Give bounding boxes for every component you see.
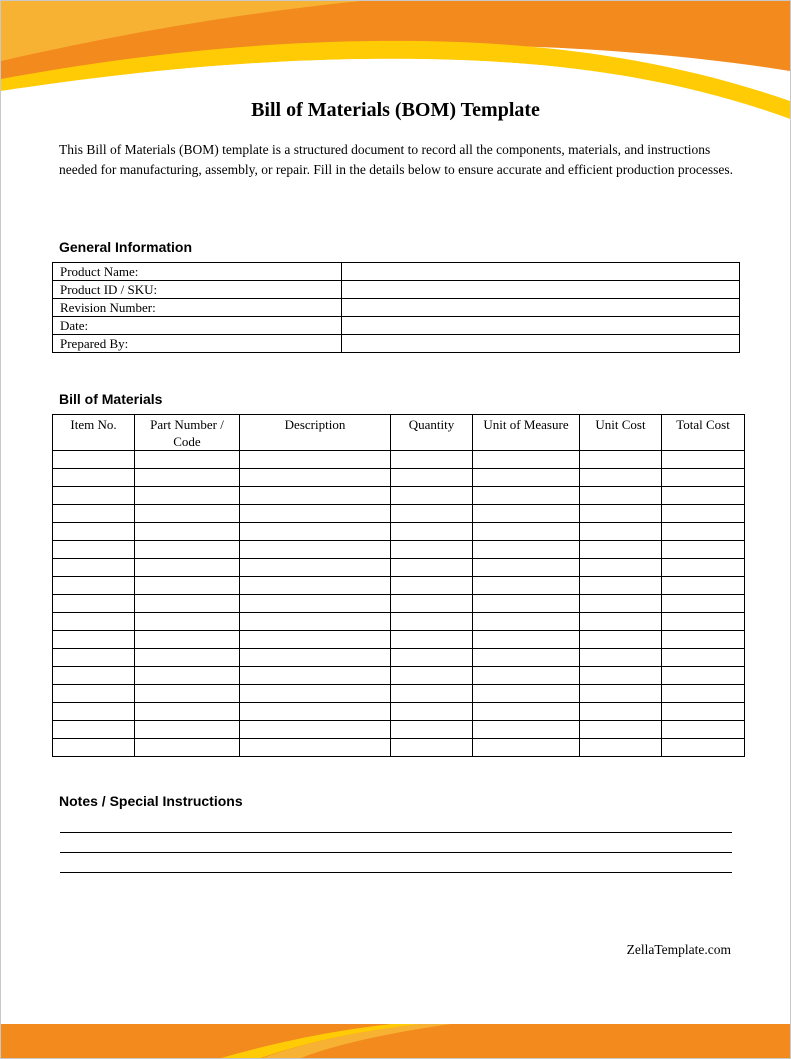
field-label-prepared-by: Prepared By: [53, 335, 342, 353]
cell-unit-cost[interactable] [580, 613, 662, 631]
cell-quantity[interactable] [391, 721, 473, 739]
cell-unit-cost[interactable] [580, 541, 662, 559]
table-row [53, 721, 745, 739]
field-label-revision-number: Revision Number: [53, 299, 342, 317]
cell-part-number[interactable] [135, 541, 240, 559]
field-value-date[interactable] [342, 317, 740, 335]
cell-quantity[interactable] [391, 685, 473, 703]
footer-wave-decoration [1, 1024, 790, 1058]
table-row [53, 469, 745, 487]
cell-description[interactable] [240, 577, 391, 595]
cell-total-cost[interactable] [662, 703, 745, 721]
cell-unit-cost[interactable] [580, 685, 662, 703]
cell-quantity[interactable] [391, 505, 473, 523]
cell-description[interactable] [240, 541, 391, 559]
bill-of-materials-heading: Bill of Materials [59, 391, 163, 407]
cell-unit-of-measure[interactable] [473, 739, 580, 757]
cell-quantity[interactable] [391, 523, 473, 541]
cell-total-cost[interactable] [662, 577, 745, 595]
cell-item-no[interactable] [53, 451, 135, 469]
cell-item-no[interactable] [53, 541, 135, 559]
cell-unit-of-measure[interactable] [473, 613, 580, 631]
field-value-revision-number[interactable] [342, 299, 740, 317]
cell-item-no[interactable] [53, 685, 135, 703]
cell-quantity[interactable] [391, 703, 473, 721]
cell-unit-of-measure[interactable] [473, 487, 580, 505]
cell-unit-cost[interactable] [580, 667, 662, 685]
cell-item-no[interactable] [53, 595, 135, 613]
cell-unit-cost[interactable] [580, 451, 662, 469]
cell-description[interactable] [240, 451, 391, 469]
field-value-product-name[interactable] [342, 263, 740, 281]
cell-item-no[interactable] [53, 505, 135, 523]
cell-item-no[interactable] [53, 721, 135, 739]
cell-quantity[interactable] [391, 577, 473, 595]
cell-description[interactable] [240, 469, 391, 487]
cell-unit-cost[interactable] [580, 649, 662, 667]
table-row [53, 667, 745, 685]
table-row [53, 281, 740, 299]
cell-part-number[interactable] [135, 451, 240, 469]
table-row [53, 487, 745, 505]
cell-total-cost[interactable] [662, 667, 745, 685]
cell-part-number[interactable] [135, 523, 240, 541]
cell-unit-of-measure[interactable] [473, 631, 580, 649]
cell-quantity[interactable] [391, 541, 473, 559]
table-row [53, 577, 745, 595]
table-row [53, 299, 740, 317]
cell-part-number[interactable] [135, 613, 240, 631]
cell-total-cost[interactable] [662, 739, 745, 757]
cell-quantity[interactable] [391, 559, 473, 577]
cell-unit-cost[interactable] [580, 487, 662, 505]
cell-description[interactable] [240, 505, 391, 523]
cell-unit-cost[interactable] [580, 505, 662, 523]
column-header-quantity: Quantity [391, 415, 473, 451]
cell-total-cost[interactable] [662, 523, 745, 541]
cell-item-no[interactable] [53, 631, 135, 649]
cell-item-no[interactable] [53, 469, 135, 487]
table-row [53, 335, 740, 353]
cell-item-no[interactable] [53, 667, 135, 685]
field-label-date: Date: [53, 317, 342, 335]
cell-unit-cost[interactable] [580, 721, 662, 739]
cell-item-no[interactable] [53, 739, 135, 757]
cell-total-cost[interactable] [662, 631, 745, 649]
cell-unit-cost[interactable] [580, 631, 662, 649]
cell-unit-of-measure[interactable] [473, 721, 580, 739]
cell-description[interactable] [240, 739, 391, 757]
column-header-unit-of-measure: Unit of Measure [473, 415, 580, 451]
cell-part-number[interactable] [135, 595, 240, 613]
cell-description[interactable] [240, 631, 391, 649]
cell-unit-cost[interactable] [580, 703, 662, 721]
cell-unit-cost[interactable] [580, 559, 662, 577]
cell-total-cost[interactable] [662, 595, 745, 613]
cell-total-cost[interactable] [662, 649, 745, 667]
cell-unit-cost[interactable] [580, 469, 662, 487]
cell-quantity[interactable] [391, 613, 473, 631]
cell-unit-of-measure[interactable] [473, 559, 580, 577]
cell-unit-of-measure[interactable] [473, 469, 580, 487]
cell-total-cost[interactable] [662, 487, 745, 505]
table-row [53, 703, 745, 721]
cell-total-cost[interactable] [662, 721, 745, 739]
cell-total-cost[interactable] [662, 541, 745, 559]
cell-quantity[interactable] [391, 469, 473, 487]
cell-quantity[interactable] [391, 649, 473, 667]
table-row [53, 559, 745, 577]
table-row [53, 739, 745, 757]
cell-item-no[interactable] [53, 703, 135, 721]
footer-brand: ZellaTemplate.com [626, 942, 731, 957]
cell-unit-of-measure[interactable] [473, 541, 580, 559]
cell-part-number[interactable] [135, 469, 240, 487]
cell-description[interactable] [240, 559, 391, 577]
field-value-product-id[interactable] [342, 281, 740, 299]
cell-unit-of-measure[interactable] [473, 505, 580, 523]
cell-part-number[interactable] [135, 487, 240, 505]
cell-part-number[interactable] [135, 631, 240, 649]
cell-part-number[interactable] [135, 703, 240, 721]
cell-part-number[interactable] [135, 505, 240, 523]
table-row [53, 613, 745, 631]
general-information-table [52, 262, 740, 353]
column-header-item-no: Item No. [53, 415, 135, 451]
document-title: Bill of Materials (BOM) Template [251, 99, 540, 121]
cell-quantity[interactable] [391, 595, 473, 613]
cell-item-no[interactable] [53, 559, 135, 577]
column-header-part-number: Part Number / Code [135, 415, 240, 451]
table-row [53, 685, 745, 703]
table-row [53, 505, 745, 523]
cell-quantity[interactable] [391, 739, 473, 757]
cell-part-number[interactable] [135, 649, 240, 667]
cell-description[interactable] [240, 721, 391, 739]
table-row [53, 263, 740, 281]
cell-item-no[interactable] [53, 577, 135, 595]
cell-unit-of-measure[interactable] [473, 577, 580, 595]
cell-unit-of-measure[interactable] [473, 703, 580, 721]
cell-quantity[interactable] [391, 631, 473, 649]
notes-heading: Notes / Special Instructions [59, 793, 243, 809]
cell-unit-of-measure[interactable] [473, 667, 580, 685]
table-row [53, 523, 745, 541]
cell-total-cost[interactable] [662, 451, 745, 469]
cell-description[interactable] [240, 487, 391, 505]
cell-part-number[interactable] [135, 577, 240, 595]
field-label-product-name: Product Name: [53, 263, 342, 281]
cell-part-number[interactable] [135, 667, 240, 685]
cell-unit-of-measure[interactable] [473, 523, 580, 541]
column-header-unit-cost: Unit Cost [580, 415, 662, 451]
cell-part-number[interactable] [135, 685, 240, 703]
cell-description[interactable] [240, 703, 391, 721]
cell-description[interactable] [240, 649, 391, 667]
cell-quantity[interactable] [391, 451, 473, 469]
cell-total-cost[interactable] [662, 559, 745, 577]
cell-total-cost[interactable] [662, 505, 745, 523]
cell-unit-cost[interactable] [580, 577, 662, 595]
cell-unit-of-measure[interactable] [473, 649, 580, 667]
cell-unit-of-measure[interactable] [473, 595, 580, 613]
cell-unit-cost[interactable] [580, 739, 662, 757]
cell-unit-of-measure[interactable] [473, 451, 580, 469]
cell-unit-cost[interactable] [580, 523, 662, 541]
cell-total-cost[interactable] [662, 469, 745, 487]
cell-description[interactable] [240, 523, 391, 541]
cell-item-no[interactable] [53, 487, 135, 505]
notes-line[interactable] [60, 832, 732, 833]
cell-total-cost[interactable] [662, 613, 745, 631]
cell-unit-of-measure[interactable] [473, 685, 580, 703]
cell-part-number[interactable] [135, 739, 240, 757]
general-information-heading: General Information [59, 239, 193, 255]
cell-part-number[interactable] [135, 559, 240, 577]
cell-part-number[interactable] [135, 721, 240, 739]
cell-item-no[interactable] [53, 649, 135, 667]
notes-line[interactable] [60, 872, 732, 873]
column-header-description: Description [240, 415, 391, 451]
table-row [53, 649, 745, 667]
field-label-product-id: Product ID / SKU: [53, 281, 342, 299]
table-row [53, 631, 745, 649]
cell-description[interactable] [240, 595, 391, 613]
table-header-row [53, 415, 745, 451]
cell-description[interactable] [240, 685, 391, 703]
notes-line[interactable] [60, 852, 732, 853]
cell-description[interactable] [240, 613, 391, 631]
table-row [53, 317, 740, 335]
cell-unit-cost[interactable] [580, 595, 662, 613]
intro-paragraph: This Bill of Materials (BOM) template is a structured document to record all the components, materials, and instructions needed for manufacturing, assembly, or repair. Fill in the details below to ensure accurate and efficient production processes. [59, 142, 734, 177]
cell-item-no[interactable] [53, 523, 135, 541]
table-row [53, 451, 745, 469]
table-row [53, 595, 745, 613]
cell-quantity[interactable] [391, 667, 473, 685]
bom-table-body [53, 451, 745, 757]
bill-of-materials-table [52, 414, 745, 757]
field-value-prepared-by[interactable] [342, 335, 740, 353]
cell-item-no[interactable] [53, 613, 135, 631]
table-row [53, 541, 745, 559]
cell-total-cost[interactable] [662, 685, 745, 703]
column-header-total-cost: Total Cost [662, 415, 745, 451]
cell-quantity[interactable] [391, 487, 473, 505]
cell-description[interactable] [240, 667, 391, 685]
